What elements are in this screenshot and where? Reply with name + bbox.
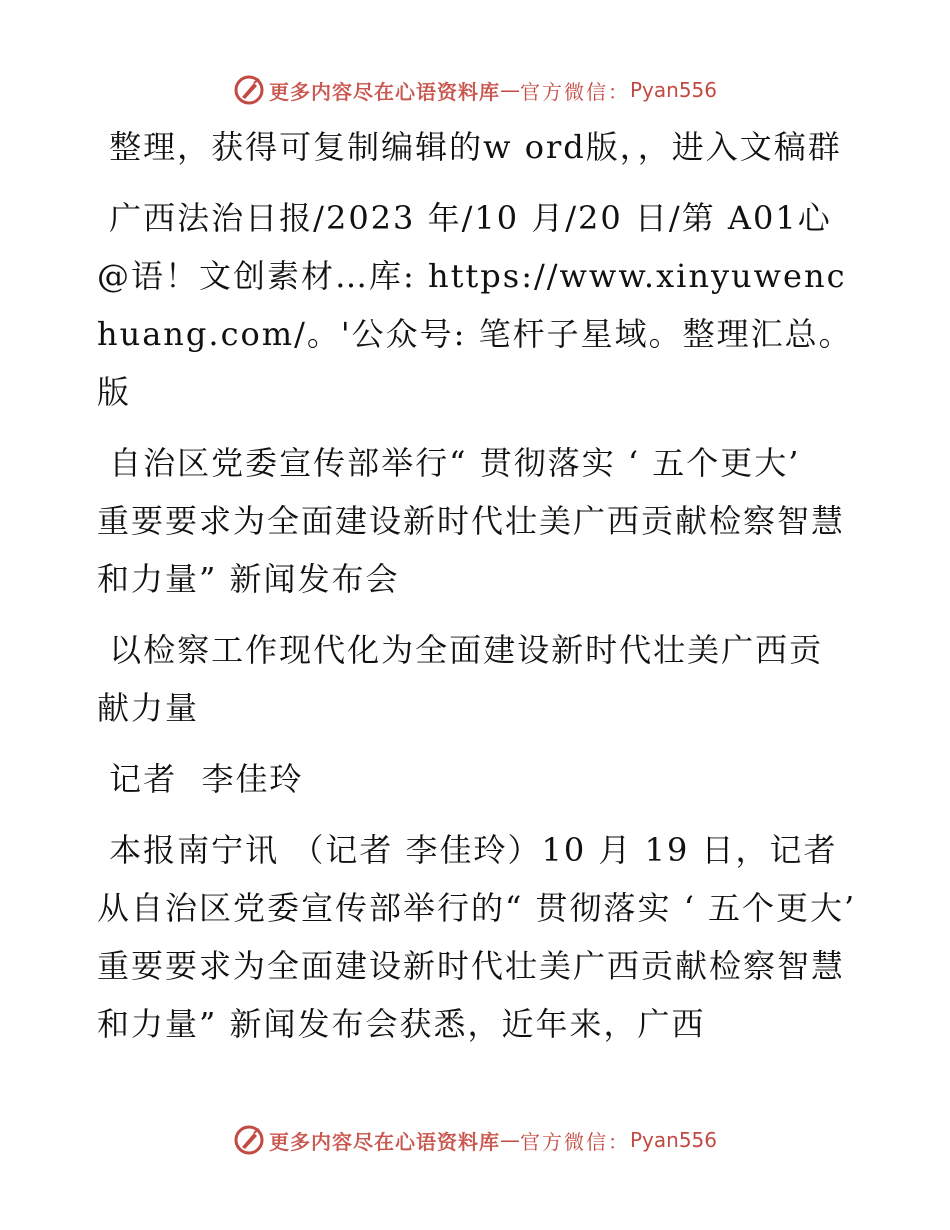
watermark-main-text: 更多内容尽在心语资料库 [268, 1129, 500, 1154]
quill-pen-circle-icon [233, 74, 265, 106]
watermark-official-label: 官方微信： [519, 79, 630, 104]
document-body [97, 118, 881, 1066]
watermark-separator: — [499, 1128, 520, 1152]
event-title-paragraph: 自治区党委宣传部举行“ 贯彻落实 ‘ 五个更大’ 重要要求为全面建设新时代壮美广西贡献检察智慧和力量” 新闻发布会 [97, 444, 846, 598]
watermark-separator: — [499, 78, 520, 102]
quill-pen-circle-icon [233, 1124, 265, 1156]
watermark-official-label: 官方微信： [519, 1129, 630, 1154]
intro-paragraph: 整理，获得可复制编辑的w ord版，，进入文稿群 [97, 128, 842, 166]
watermark-account-id: Pyan556 [629, 1128, 717, 1152]
article-headline: 以检察工作现代化为全面建设新时代壮美广西贡献力量 [97, 631, 824, 727]
header-watermark [0, 70, 950, 110]
source-line-paragraph: 广西法治日报/2023 年/10 月/20 日/第 A01心@语！文创素材…库: https://www.xinyuwenchuang.com/。'公众号: 笔杆子星域。整理汇总。 版 [97, 199, 865, 411]
watermark-account-id: Pyan556 [629, 78, 717, 102]
footer-watermark [0, 1120, 950, 1160]
article-lead-paragraph: 本报南宁讯 （记者 李佳玲）10 月 19 日，记者从自治区党委宣传部举行的“ 贯彻落实 ‘ 五个更大’ 重要要求为全面建设新时代壮美广西贡献检察智慧和力量” 新闻发布会获悉，近年来，广西 [97, 831, 881, 1043]
watermark-main-text: 更多内容尽在心语资料库 [268, 79, 500, 104]
byline: 记者 李佳玲 [97, 760, 304, 798]
